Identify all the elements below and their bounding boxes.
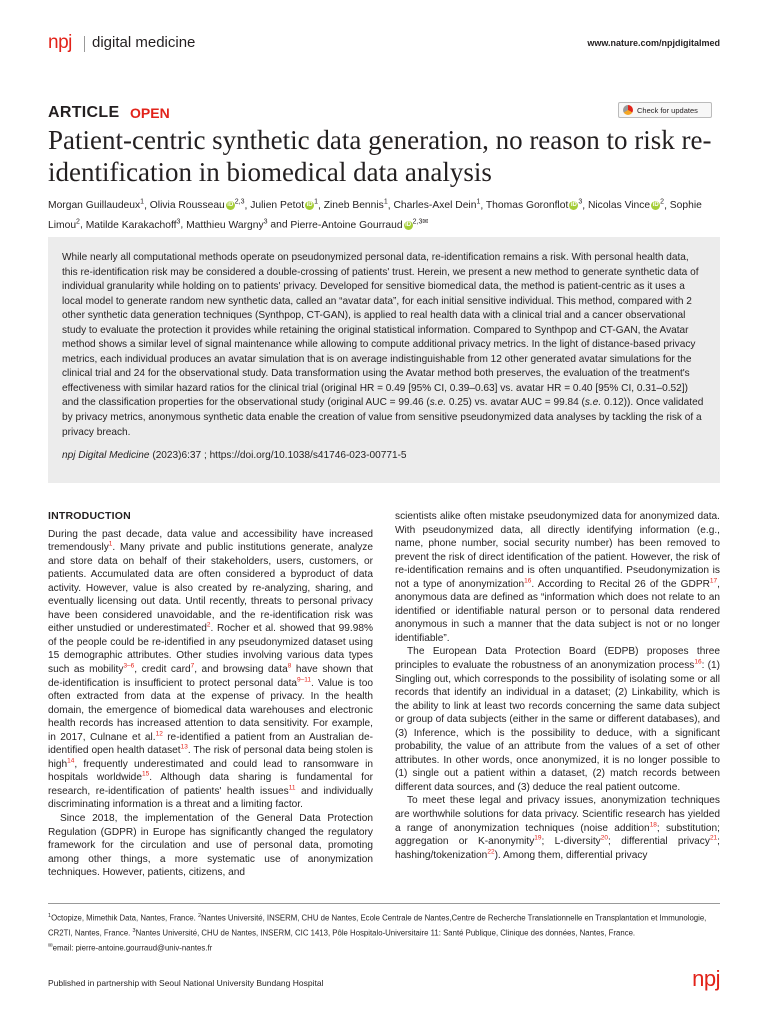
reference-link[interactable]: 2 — [206, 622, 211, 629]
body-columns — [48, 510, 720, 880]
orcid-icon[interactable]: iD — [405, 221, 412, 228]
reference-link[interactable]: 3–6 — [123, 662, 135, 670]
orcid-icon[interactable]: iD — [227, 202, 234, 209]
check-for-updates-label: Check for updates — [637, 105, 698, 115]
abstract-text: While nearly all computational methods operate on pseudonymized personal data, re-identification remains a risk. With personal health data, this re-identification risk may be considered a double-crossing of patients' trust. Herein, we present a new method to generate synthetic data of individual granularity while holding on to patients' privacy. Developed for sensitive biomedical data, the method is patient-centric as it uses a local model to generate random new synthetic data, called an “avatar data”, for each initial sensitive individual. This method, compared with 2 other synthetic data generation techniques (Synthpop, CT-GAN), is applied to real health data with a clinical trial and a cancer observational study to evaluate the protection it provides while retaining the original statistical information. Compared to Synthpop and CT-GAN, the Avatar method shows a similar level of signal maintenance while allowing to compute additional privacy metrics. In the light of distance-based privacy metrics, each individual produces an avatar simulation that is on average indistinguishable from 12 other generated avatar simulations for the clinical trial and 24 for the observational study. Data transformation using the Avatar method both preserves, the evaluation of the treatment's effectiveness with similar hazard ratios for the clinical trial (original HR = 0.49 [95% CI, 0.39–0.63] vs. avatar HR = 0.40 [95% CI, 0.31–0.52]) and the classification properties for the observational study (original AUC = 99.46 (s.e. 0.25) vs. avatar AUC = 99.84 (s.e. 0.12)). Once validated by privacy metrics, anonymous synthetic data enable the creation of value from sensitive pseudonymized data analyses by tackling the risk of a privacy breach. — [62, 252, 704, 438]
citation-journal: npj Digital Medicine — [62, 450, 150, 462]
author-name[interactable]: Thomas Goronflot iD $^3$ — [485, 199, 583, 212]
reference-link[interactable]: 18 — [649, 821, 657, 829]
reference-link[interactable]: 7 — [190, 662, 195, 670]
reference-link[interactable]: 12 — [155, 730, 163, 738]
partner-footer: Published in partnership with Seoul National University Bundang Hospital — [48, 978, 324, 988]
author-name[interactable]: Zineb Bennis$^1$ — [323, 199, 388, 212]
author-name[interactable]: Pierre-Antoine Gourraud iD $^{2,3✉}$ — [290, 218, 429, 231]
journal-name: digital medicine — [92, 34, 196, 51]
abstract-box — [48, 237, 720, 483]
paragraph: scientists alike often mistake pseudonymized data for anonymized data. With pseudonymized data, all directly identifying information (e.g., name, phone number, social security number) has been removed to prevent the risk of direct identification of the patient. However, the risk of re-identification remains and is often unquantified. Pseudonymization is not a type of anonymization$^{16}$. According to Recital 26 of the GDPR$^{17}$, anonymous data are defined as “information which does not relate to an identified or identifiable natural person or to personal data rendered anonymous in such a manner that the data subject is not or no longer identifiable”. — [395, 511, 720, 644]
article-title: Patient-centric synthetic data generation, no reason to risk re-identification in biomedical data analysis — [48, 125, 712, 187]
citation-doi[interactable]: (2023)6:37 ; https://doi.org/10.1038/s41746-023-00771-5 — [149, 450, 407, 462]
reference-link[interactable]: 21 — [709, 834, 718, 842]
reference-link[interactable]: 22 — [487, 848, 495, 856]
orcid-icon[interactable]: iD — [652, 202, 659, 209]
right-column — [395, 510, 720, 880]
reference-link[interactable]: 8 — [287, 662, 292, 670]
crossmark-icon — [623, 105, 633, 115]
open-access-label: OPEN — [130, 105, 170, 121]
affiliations: $^1$Octopize, Mimethik Data, Nantes, France. $^2$Nantes Université, INSERM, CHU de Nantes, Ecole Centrale de Nantes,Centre de Recherche Translationnelle en Transplantation et Immunologie, CR2TI, Nantes, France. $^3$Nantes Université, CHU de Nantes, INSERM, CIC 1413, Pôle Hospitalo-Universitaire 11: Santé Publique, Clinique des données, Nantes, France. ✉email: pierre-antoine.gourraud@univ-nantes.fr — [48, 910, 720, 955]
article-type: ARTICLE — [48, 104, 120, 121]
reference-link[interactable]: 15 — [141, 771, 150, 779]
footnote-divider — [48, 903, 720, 904]
npj-logo: npj — [48, 32, 72, 53]
reference-link[interactable]: 9–11 — [297, 676, 312, 684]
npj-footer-logo: npj — [692, 966, 720, 991]
correspondence-email[interactable]: ✉email: pierre-antoine.gourraud@univ-nantes.fr — [48, 943, 213, 953]
reference-link[interactable]: 17 — [709, 577, 718, 585]
paragraph: To meet these legal and privacy issues, anonymization techniques are worthwhile solutions for data privacy. Scientific research has yielded a range of anonymization techniques (noise addition$^{18}$; substitution; aggregation or K-anonymity$^{19}$; L-diversity$^{20}$; differential privacy$^{21}$; hashing/tokenization$^{22}$). Among them, differential privacy — [395, 795, 720, 861]
journal-url[interactable]: www.nature.com/npjdigitalmed — [587, 38, 720, 48]
reference-link[interactable]: 11 — [288, 784, 296, 792]
left-column — [48, 510, 373, 880]
author-name[interactable]: Morgan Guillaudeux$^1$ — [48, 199, 145, 212]
author-name[interactable]: Sophie Limou$^2$ — [48, 200, 702, 231]
page-header — [48, 32, 720, 56]
citation — [62, 449, 706, 464]
paragraph: The European Data Protection Board (EDPB) proposes three principles to evaluate the robustness of an anonymization process$^{16}$: (1) Singling out, which corresponds to the possibility of isolating some or all records that identify an individual in a dataset; (2) Linkability, which is the ability to link at least two records concerning the same data subject or group of data subjects (either in the same or different databases), and (3) Inference, which is the possibility to deduce, with a significant probability, the value of an attribute from the values of a set of other attributes. In other words, once anonymized, it is no longer possible to (1) single out a patient within a dataset, (2) match records between different data sources, and (3) deduce the real patient outcome. — [395, 646, 720, 793]
reference-link[interactable]: 16 — [524, 577, 532, 585]
check-for-updates-button[interactable] — [618, 102, 712, 118]
reference-link[interactable]: 13 — [180, 743, 188, 751]
reference-link[interactable]: 16 — [694, 658, 702, 666]
author-name[interactable]: Charles-Axel Dein$^1$ — [393, 199, 481, 212]
author-name[interactable]: Nicolas Vince iD $^2$ — [587, 199, 665, 212]
paragraph: Since 2018, the implementation of the General Data Protection Regulation (GDPR) in Europe has significantly changed the regulatory framework for the circulation and use of personal data, promoting among other things, a more systematic use of anonymization techniques. However, patients, citizens, and — [48, 813, 373, 879]
author-name[interactable]: Olivia Rousseau iD $^{2,3}$ — [149, 199, 245, 212]
orcid-icon[interactable]: iD — [306, 202, 313, 209]
reference-link[interactable]: 14 — [67, 757, 75, 765]
header-divider — [84, 36, 85, 52]
section-heading: INTRODUCTION — [48, 510, 131, 522]
author-name[interactable]: Julien Petot iD $^1$ — [250, 199, 318, 212]
author-name[interactable]: Matilde Karakachoff$^3$ — [85, 218, 181, 231]
author-name[interactable]: Matthieu Wargny$^3$ — [186, 218, 268, 231]
reference-link[interactable]: 19 — [534, 834, 542, 842]
reference-link[interactable]: 1 — [108, 540, 113, 548]
orcid-icon[interactable]: iD — [570, 202, 577, 209]
author-list: Morgan Guillaudeux$^1$, Olivia Rousseau iD $^{2,3}$, Julien Petot iD $^1$, Zineb Bennis$^1$, Charles-Axel Dein$^1$, Thomas Goronflot iD $^3$, Nicolas Vince iD $^2$, Sophie Limou$^2$, Matilde Karakachoff$^3$, Matthieu Wargny$^3$ and Pierre-Antoine Gourraud iD $^{2,3✉}$ — [48, 199, 702, 231]
paragraph: During the past decade, data value and accessibility have increased tremendously$^1$. Many private and public institutions generate, analyze and store data on behalf of their stakeholders, users, customers, or patients. Accumulated data are often considered a byproduct of data activity. However, value is also created by re-analyzing, sharing, and eventually licensing out data. Until recently, threats to personal privacy have been considered unavoidable, and the re-identification risk was either unstudied or underestimated$^2$. Rocher et al. showed that 99.98% of the people could be re-identified in any pseudonymized dataset using 15 demographic attributes. Other studies involving various data types such as mobility$^{3-6}$, credit card$^7$, and browsing data$^8$ have shown that de-identification is insufficient to protect personal data$^{9-11}$. Value is too often extracted from data at the expense of privacy. In the health domain, the emergence of biomedical data warehouses and electronic health records has increased attention to data sensitivity. For example, in 2017, Culnane et al.$^{12}$ re-identified a patient from an Australian de-identified open health dataset$^{13}$. The risk of personal data being stolen is high$^{14}$, frequently underestimated and could lead to ransomware in hospitals worldwide$^{15}$. Although data sharing is fundamental for research, re-identification of patients' health issues$^{11}$ and individually discriminating information is a threat and a limiting factor. — [48, 528, 373, 811]
reference-link[interactable]: 20 — [600, 834, 608, 842]
